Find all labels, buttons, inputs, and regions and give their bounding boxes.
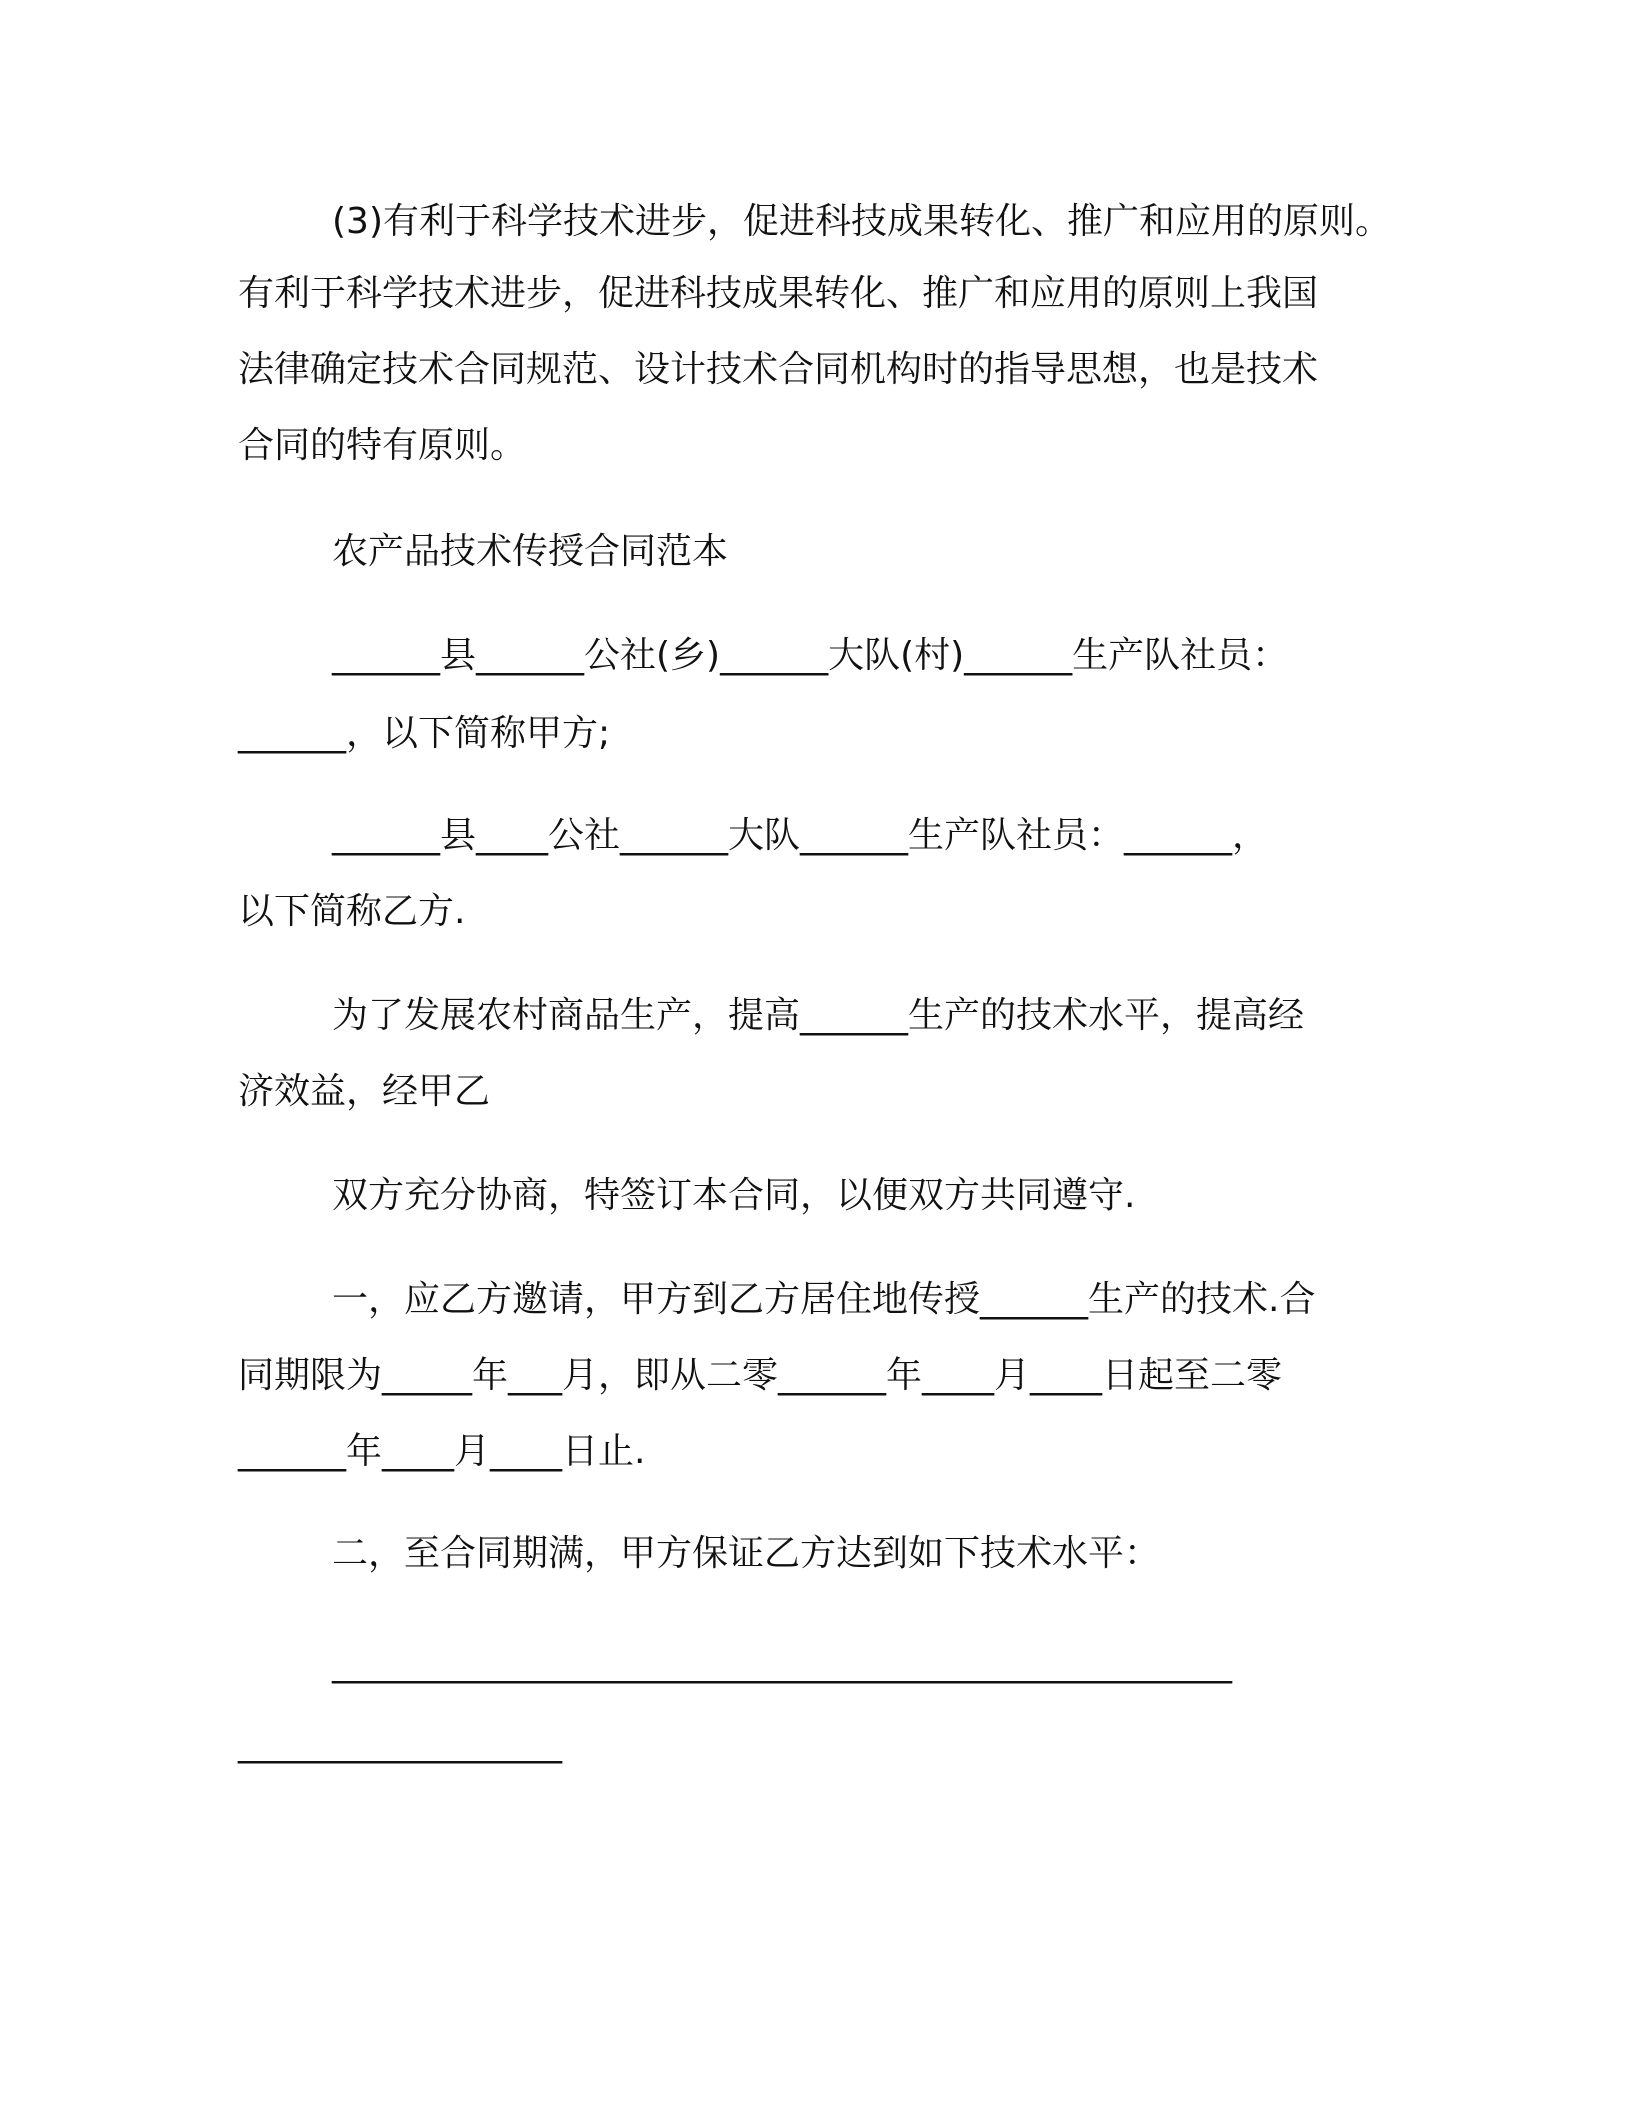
paragraph-principle-3-line-2: 法律确定技术合同规范、设计技术合同机构时的指导思想，也是技术	[238, 349, 1319, 390]
purpose-line-2: 济效益，经甲乙	[238, 1071, 491, 1112]
agreement-line: 双方充分协商，特签订本合同，以便双方共同遵守.	[332, 1175, 1136, 1216]
paragraph-principle-3-heading: (3)有利于科学技术进步，促进科技成果转化、推广和应用的原则。	[332, 201, 1391, 242]
party-b-line-1: ______县____公社______大队______生产队社员：______，	[332, 815, 1269, 856]
party-b-line-2: 以下简称乙方.	[238, 891, 466, 932]
paragraph-principle-3-line-3: 合同的特有原则。	[238, 425, 527, 466]
party-a-line-2: ______，以下简称甲方;	[238, 713, 611, 754]
blank-fill-line-1: __________________________________________________	[332, 1643, 1232, 1684]
contract-title: 农产品技术传授合同范本	[332, 531, 729, 572]
clause-2-line-1: 二，至合同期满，甲方保证乙方达到如下技术水平：	[332, 1533, 1161, 1574]
purpose-line-1: 为了发展农村商品生产，提高______生产的技术水平，提高经	[332, 995, 1305, 1036]
party-a-line-1: ______县______公社(乡)______大队(村)______生产队社员：	[332, 635, 1289, 676]
clause-1-line-2: 同期限为_____年___月，即从二零______年____月____日起至二零	[238, 1355, 1283, 1396]
clause-1-line-3: ______年____月____日止.	[238, 1431, 646, 1472]
blank-fill-line-2: __________________	[238, 1723, 562, 1764]
paragraph-principle-3-line-1: 有利于科学技术进步，促进科技成果转化、推广和应用的原则上我国	[238, 273, 1319, 314]
clause-1-line-1: 一，应乙方邀请，甲方到乙方居住地传授______生产的技术.合	[332, 1279, 1316, 1320]
